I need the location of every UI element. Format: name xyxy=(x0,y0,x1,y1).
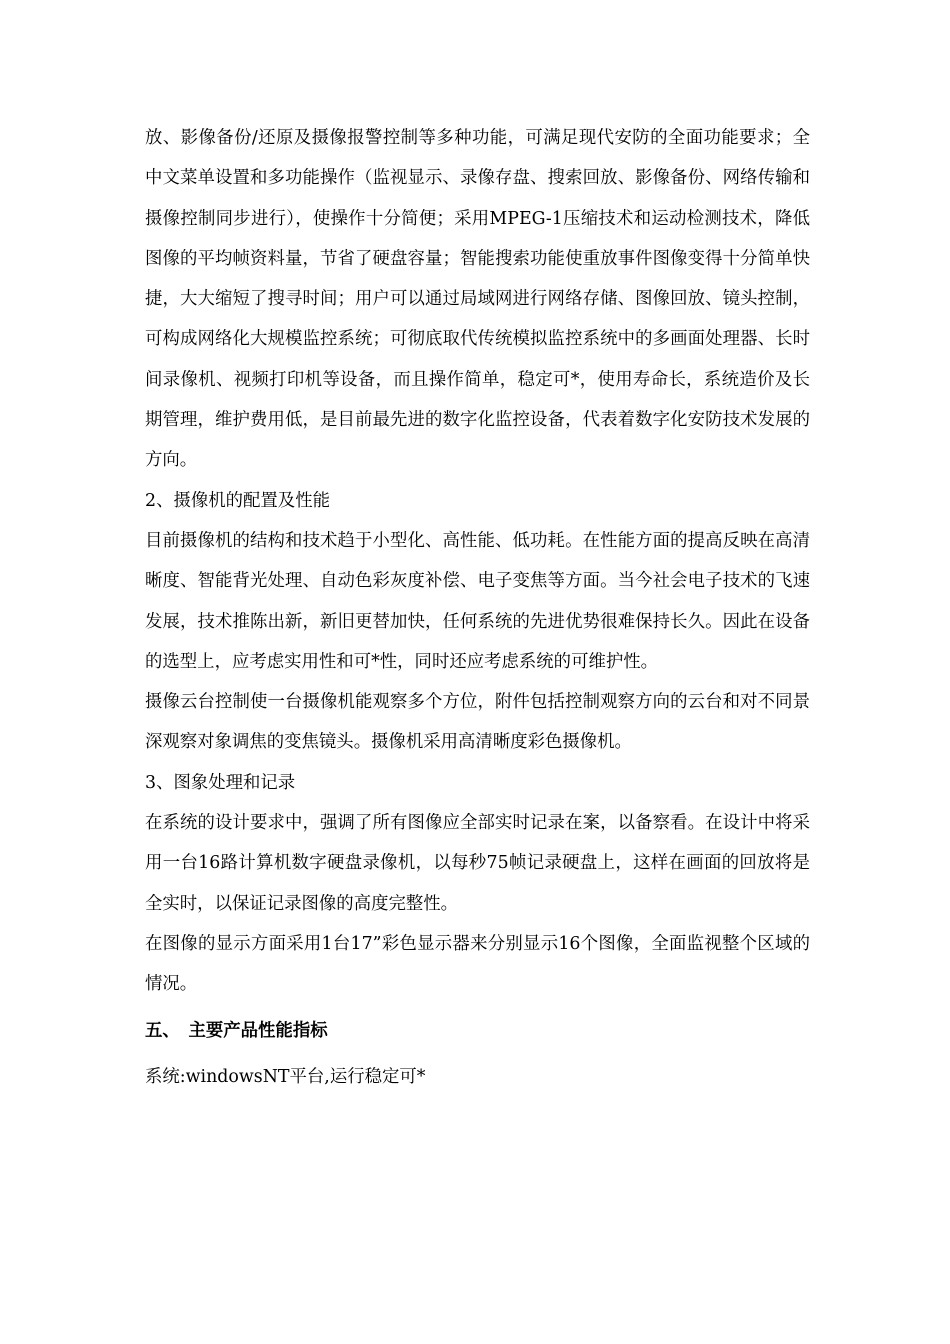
paragraph-recording-requirements: 在系统的设计要求中，强调了所有图像应全部实时记录在案，以备察看。在设计中将采用一台16路计算机数字硬盘录像机，以每秒75帧记录硬盘上，这样在画面的回放将是全实时，以保证记录图像的高度完整性。 xyxy=(145,813,810,914)
section-heading-product-specs: 五、 主要产品性能指标 xyxy=(145,1020,328,1041)
paragraph-dvr-features: 放、影像备份/还原及摄像报警控制等多种功能，可满足现代安防的全面功能要求；全中文菜单设置和多功能操作（监视显示、录像存盘、搜索回放、影像备份、网络传输和摄像控制同步进行），使操作十分简便；采用MPEG-1压缩技术和运动检测技术，降低图像的平均帧资料量，节省了硬盘容量；智能搜索功能使重放事件图像变得十分简单快捷，大大缩短了搜寻时间；用户可以通过局域网进行网络存储、图像回放、镜头控制，可构成网络化大规模监控系统；可彻底取代传统模拟监控系统中的多画面处理器、长时间录像机、视频打印机等设备，而且操作简单，稳定可*，使用寿命长，系统造价及长期管理，维护费用低，是目前最先进的数字化监控设备，代表着数字化安防技术发展的方向。 xyxy=(145,128,810,471)
paragraph-camera-performance: 目前摄像机的结构和技术趋于小型化、高性能、低功耗。在性能方面的提高反映在高清晰度、智能背光处理、自动色彩灰度补偿、电子变焦等方面。当今社会电子技术的飞速发展，技术推陈出新，新旧更替加快，任何系统的先进优势很难保持长久。因此在设备的选型上，应考虑实用性和可*性，同时还应考虑系统的可维护性。 xyxy=(145,530,810,672)
document-body xyxy=(145,118,810,1097)
section-heading-image-recording: 3、图象处理和记录 xyxy=(145,772,296,793)
section-heading-camera: 2、摄像机的配置及性能 xyxy=(145,490,330,511)
paragraph-display: 在图像的显示方面采用1台17”彩色显示器来分别显示16个图像，全面监视整个区域的情况。 xyxy=(145,933,810,995)
paragraph-pan-tilt-control: 摄像云台控制使一台摄像机能观察多个方位，附件包括控制观察方向的云台和对不同景深观察对象调焦的变焦镜头。摄像机采用高清晰度彩色摄像机。 xyxy=(145,692,810,753)
paragraph-system-platform: 系统:windowsNT平台,运行稳定可* xyxy=(145,1066,426,1087)
